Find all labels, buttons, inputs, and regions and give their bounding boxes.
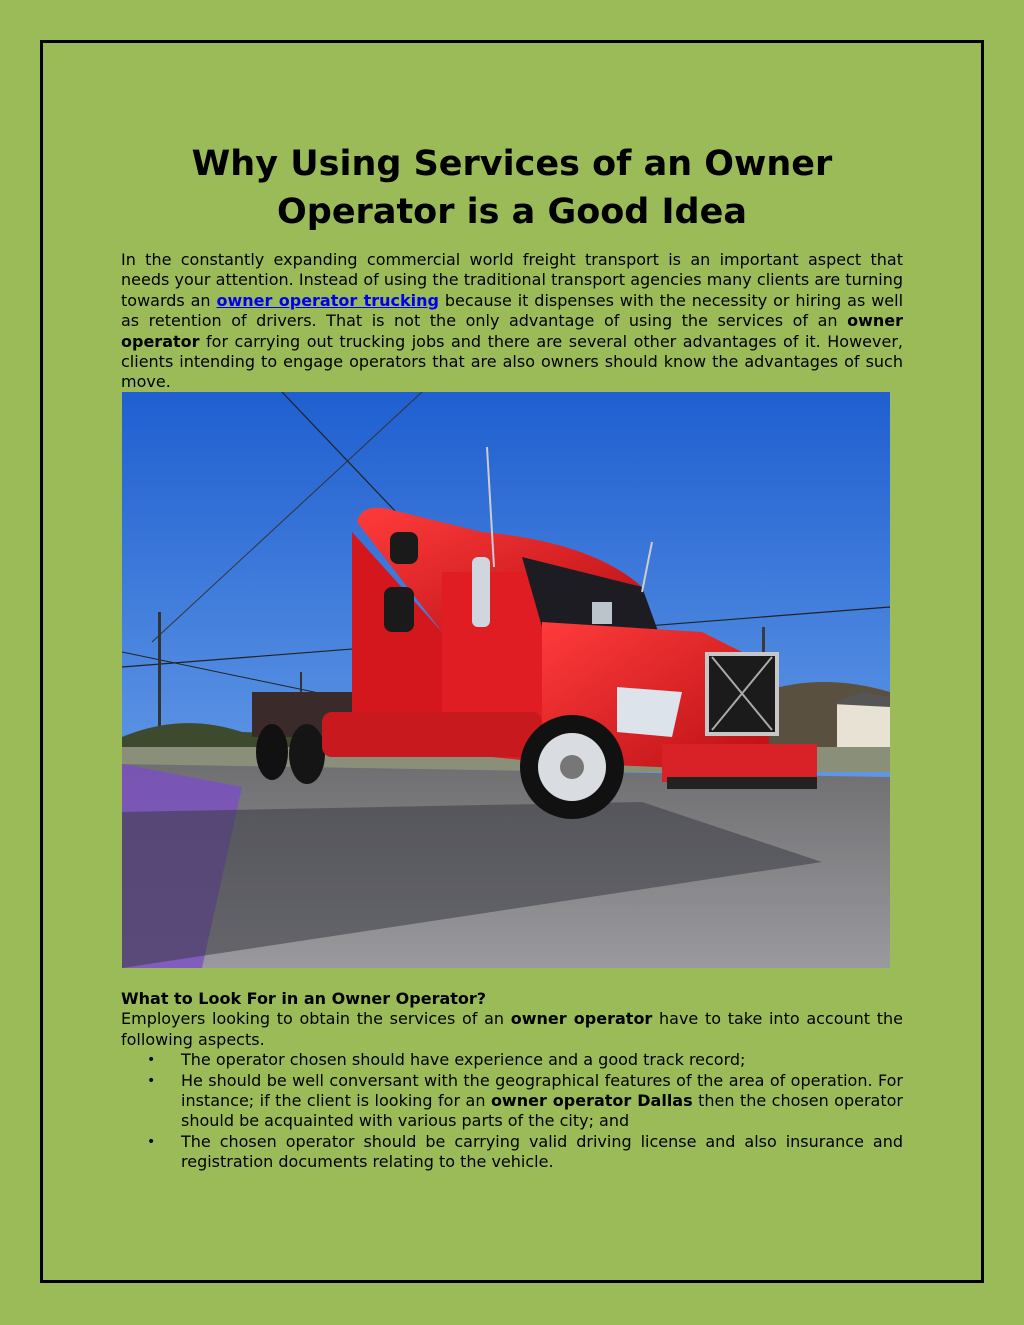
intro-bold-term: owner operator [121, 311, 903, 351]
list-item-bold: owner operator Dallas [490, 1091, 693, 1111]
list-item-text: The chosen operator should be carrying valid driving license and also insurance and registration documents relating to the vehicle. [181, 1131, 903, 1172]
page-title: Why Using Services of an Owner Operator is a Good Idea [191, 144, 833, 232]
list-item-text: He should be well conversant with the geographical features of the area of operation. For instance; if the client is looking for an [181, 1070, 903, 1111]
list-item-text: The operator chosen should have experience and a good track record; [181, 1050, 746, 1070]
intro-text-2: because it dispenses with the necessity or hiring as well as retention of drivers. That is not the only advantage of using the services of an [121, 290, 904, 331]
section-bold-term: owner operator [510, 1009, 653, 1029]
section-text-2: have to take into account the following aspects. [121, 1009, 903, 1049]
section-text-1: Employers looking to obtain the services of an [121, 1009, 511, 1029]
what-to-look-for-section [121, 989, 903, 1173]
section-paragraph [121, 1009, 903, 1050]
truck-photo [122, 392, 890, 968]
list-item [121, 1050, 903, 1070]
list-item [121, 1071, 903, 1132]
intro-text-1: In the constantly expanding commercial world freight transport is an important aspect that needs your attention. Instead of using the traditional transport agencies many clients are turning towards an [121, 250, 903, 310]
bullet-icon: • [147, 1072, 156, 1089]
section-heading: What to Look For in an Owner Operator? [121, 989, 487, 1008]
bullet-icon: • [147, 1133, 156, 1150]
bullet-icon: • [147, 1052, 156, 1069]
aspects-list [121, 1050, 903, 1172]
intro-paragraph [121, 250, 903, 393]
list-item [121, 1132, 903, 1173]
owner-operator-trucking-link[interactable]: owner operator trucking [216, 290, 440, 310]
list-item-text-2: then the chosen operator should be acquainted with various parts of the city; and [181, 1091, 903, 1131]
intro-text-3: for carrying out trucking jobs and there are several other advantages of it. However, clients intending to engage operators that are also owners should know the advantages of such move. [121, 331, 903, 392]
